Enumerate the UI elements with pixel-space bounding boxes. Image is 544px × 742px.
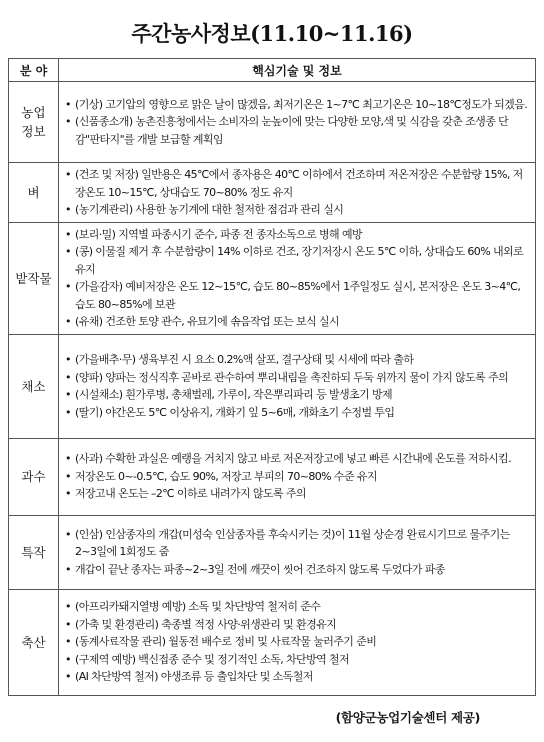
row-content [59, 438, 536, 515]
list-item: • (사과) 수확한 과실은 예랭을 거치지 않고 바로 저온저장고에 넣고 빠른 시간내에 온도를 저하시킴. [65, 450, 531, 468]
page-title: 주간농사정보(11.10~11.16) [131, 21, 413, 46]
list-item: • (농기계관리) 사용한 농기계에 대한 철저한 점검과 관리 실시 [65, 201, 531, 219]
list-item: • (가을배추·무) 생육부진 시 요소 0.2%액 살포, 결구상태 및 시세에 따라 출하 [65, 351, 531, 369]
row-category: 농업 정보 [9, 82, 59, 163]
table-row [9, 163, 536, 223]
list-item: • 저장고내 온도는 –2℃ 이하로 내려가지 않도록 주의 [65, 485, 531, 503]
header-content: 핵심기술 및 정보 [59, 59, 536, 82]
row-category: 벼 [9, 163, 59, 223]
row-category: 특작 [9, 515, 59, 589]
list-item: • (유채) 건조한 토양 관수, 유묘기에 솎음작업 또는 보식 실시 [65, 313, 531, 331]
row-content [59, 82, 536, 163]
list-item: • 개갑이 끝난 종자는 파종~2~3일 전에 깨끗이 씻어 건조하지 않도록 두었다가 파종 [65, 561, 531, 579]
row-category: 과수 [9, 438, 59, 515]
list-item: • (동계사료작물 관리) 월동전 배수로 정비 및 사료작물 눌러주기 준비 [65, 633, 531, 651]
header-category: 분 야 [9, 59, 59, 82]
row-content [59, 222, 536, 334]
list-item: • (콩) 이물질 제거 후 수분함량이 14% 이하로 건조, 장기저장시 온도 5℃ 이하, 상대습도 60% 내외로 유지 [65, 243, 531, 278]
row-content [59, 334, 536, 438]
table-row [9, 589, 536, 695]
list-item: • (기상) 고기압의 영향으로 맑은 날이 많겠음, 최저기온은 1~7℃ 최고기온은 10~18℃정도가 되겠음. [65, 96, 531, 114]
list-item: • (시설채소) 흰가루병, 총채벌레, 가루이, 작은뿌리파리 등 발생초기 방제 [65, 386, 531, 404]
list-item: • (신품종소개) 농촌진흥청에서는 소비자의 눈높이에 맞는 다양한 모양,색 및 식감을 갖춘 조생종 단감"판타지"를 개발 보급할 계획임 [65, 113, 531, 148]
table-row [9, 515, 536, 589]
row-category: 채소 [9, 334, 59, 438]
table-row [9, 82, 536, 163]
list-item: • 저장온도 0~-0.5℃, 습도 90%, 저장고 부피의 70~80% 수준 유지 [65, 468, 531, 486]
list-item: • (보리·밀) 지역별 파종시기 준수, 파종 전 종자소독으로 병해 예방 [65, 226, 531, 244]
list-item: • (건조 및 저장) 일반용은 45℃에서 종자용은 40℃ 이하에서 건조하며 저온저장은 수분함량 15%, 저장온도 10~15℃, 상대습도 70~80% 정도 유지 [65, 166, 531, 201]
row-category: 밭작물 [9, 222, 59, 334]
source-credit: (함양군농업기술센터 제공) [335, 710, 480, 725]
row-content [59, 163, 536, 223]
table-row [9, 438, 536, 515]
row-content [59, 589, 536, 695]
list-item: • (아프리카돼지열병 예방) 소독 및 차단방역 철저히 준수 [65, 598, 531, 616]
list-item: • (딸기) 야간온도 5℃ 이상유지, 개화기 잎 5~6매, 개화초기 수정벌 투입 [65, 404, 531, 422]
list-item: • (인삼) 인삼종자의 개갑(미성숙 인삼종자를 후숙시키는 것)이 11월 상순경 완료시기므로 물주기는 2~3일에 1회정도 줌 [65, 526, 531, 561]
row-content [59, 515, 536, 589]
list-item: • (AI 차단방역 철저) 야생조류 등 출입차단 및 소독철저 [65, 668, 531, 686]
table-header-row [9, 59, 536, 82]
list-item: • (구제역 예방) 백신접종 준수 및 정기적인 소독, 차단방역 철저 [65, 651, 531, 669]
list-item: • (가축 및 환경관리) 축종별 적정 사양·위생관리 및 환경유지 [65, 616, 531, 634]
table-row [9, 222, 536, 334]
farming-info-table [8, 58, 536, 696]
row-category: 축산 [9, 589, 59, 695]
list-item: • (양파) 양파는 정식직후 곧바로 관수하여 뿌리내림을 촉진하되 두둑 위까지 물이 가지 않도록 주의 [65, 369, 531, 387]
table-row [9, 334, 536, 438]
list-item: • (가을감자) 예비저장은 온도 12~15℃, 습도 80~85%에서 1주일정도 실시, 본저장은 온도 3~4℃, 습도 80~85%에 보관 [65, 278, 531, 313]
